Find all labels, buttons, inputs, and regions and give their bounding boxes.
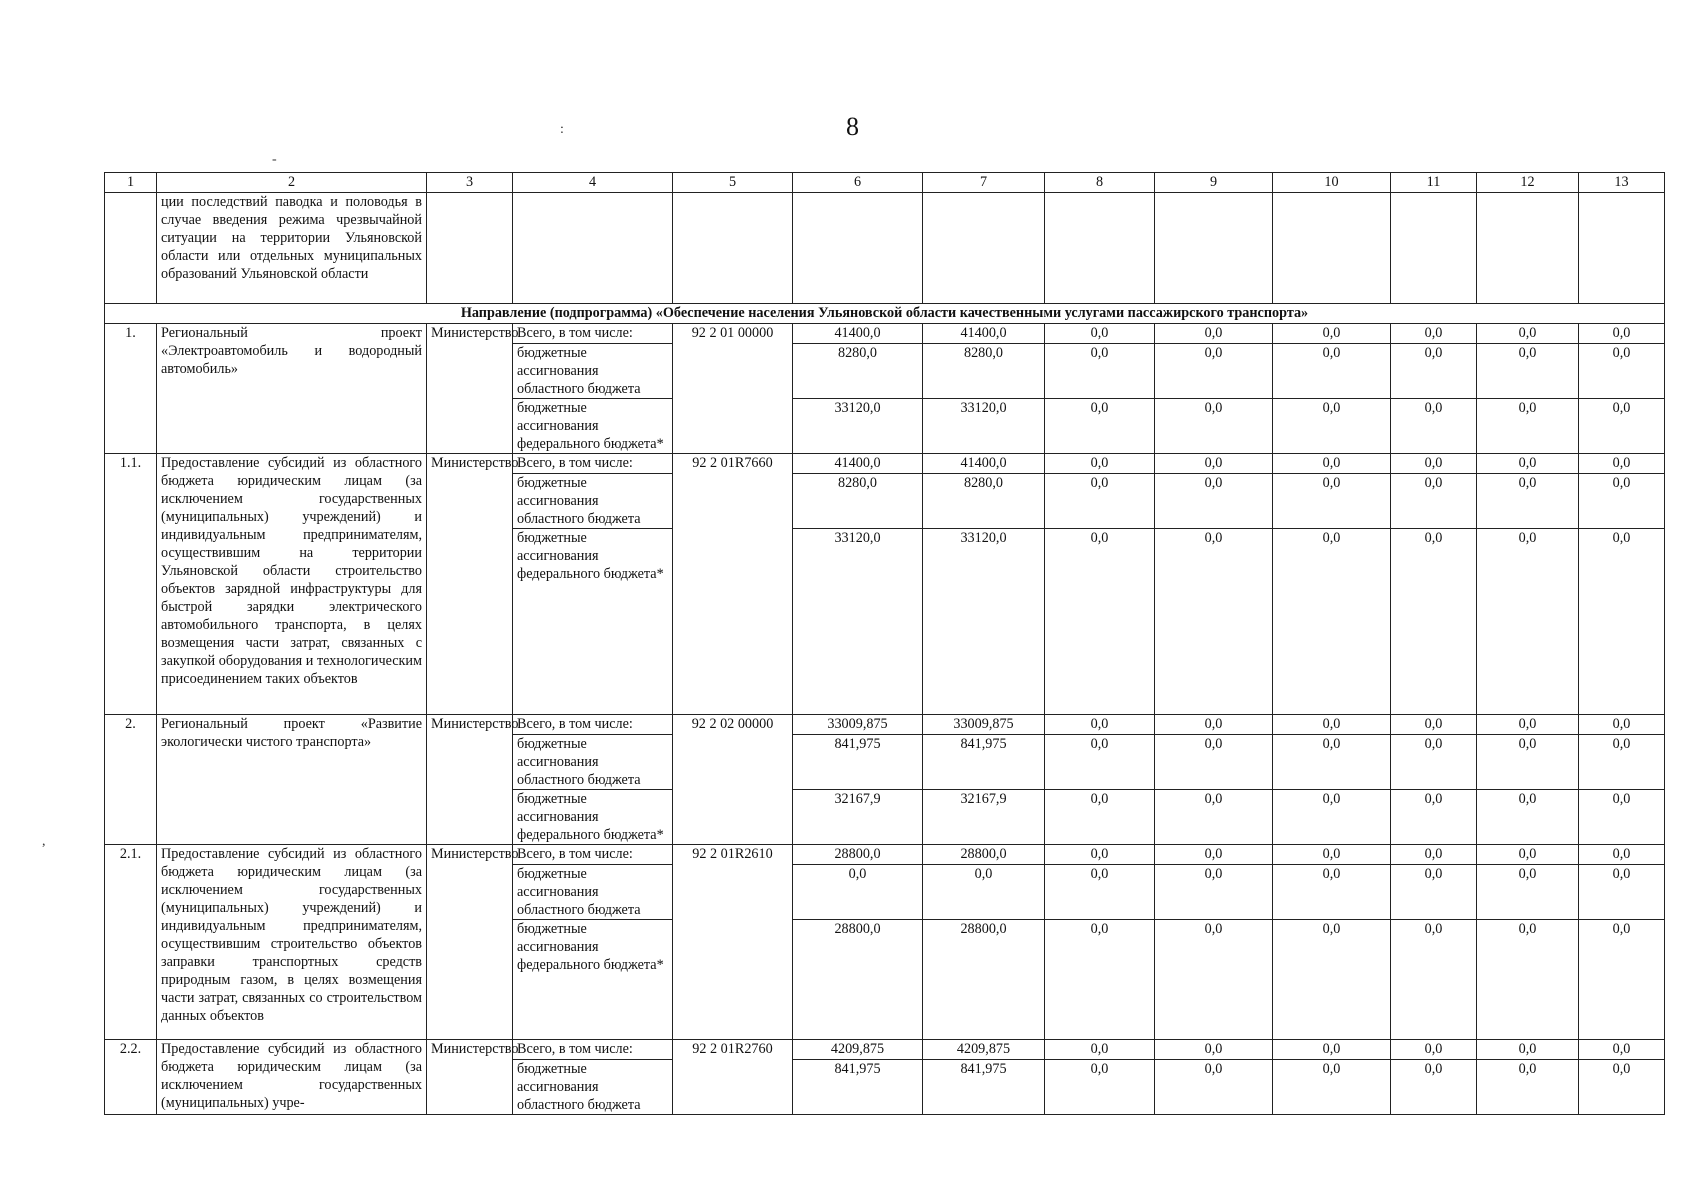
- cell-empty: [1477, 193, 1579, 304]
- value-total: 33009,875: [793, 715, 923, 735]
- source-label-regional: бюджетные ассигнования областного бюджета: [513, 865, 673, 920]
- value-federal: 0,0: [1273, 529, 1391, 715]
- value-regional: 0,0: [1155, 1060, 1273, 1115]
- value-federal: 33120,0: [923, 529, 1045, 715]
- value-regional: 0,0: [1391, 474, 1477, 529]
- source-label-regional: бюджетные ассигнования областного бюджета: [513, 1060, 673, 1115]
- value-total: 0,0: [1273, 454, 1391, 474]
- value-federal: 0,0: [1579, 920, 1665, 1040]
- value-regional: 0,0: [1477, 735, 1579, 790]
- value-total: 0,0: [1273, 845, 1391, 865]
- stray-mark: -: [272, 152, 277, 167]
- value-federal: 0,0: [1579, 399, 1665, 454]
- value-total: 0,0: [1579, 454, 1665, 474]
- value-federal: 0,0: [1273, 920, 1391, 1040]
- value-total: 0,0: [1391, 715, 1477, 735]
- row-number: 2.: [105, 715, 157, 845]
- value-federal: 28800,0: [793, 920, 923, 1040]
- value-federal: 0,0: [1477, 399, 1579, 454]
- source-label-federal: бюджетные ассигнования федерального бюджета*: [513, 529, 673, 715]
- column-number-4: 4: [513, 173, 673, 193]
- value-total: 0,0: [1155, 454, 1273, 474]
- value-regional: 0,0: [1477, 1060, 1579, 1115]
- value-total: 0,0: [1391, 324, 1477, 344]
- value-total: 41400,0: [923, 454, 1045, 474]
- value-total: 41400,0: [793, 454, 923, 474]
- cell-empty: [1579, 193, 1665, 304]
- row-code: 92 2 01 00000: [673, 324, 793, 454]
- source-label-federal: бюджетные ассигнования федерального бюджета*: [513, 920, 673, 1040]
- value-regional: 0,0: [1273, 1060, 1391, 1115]
- page-number: 8: [846, 112, 859, 141]
- value-federal: 28800,0: [923, 920, 1045, 1040]
- row-name: Предоставление субсидий из областного бюджета юридическим лицам (за исключением государственных (муниципальных) учре-: [157, 1040, 427, 1115]
- value-federal: 0,0: [1045, 920, 1155, 1040]
- row-executor: Министерство: [427, 454, 513, 715]
- value-total: 0,0: [1155, 845, 1273, 865]
- value-total: 0,0: [1477, 454, 1579, 474]
- source-label-regional: бюджетные ассигнования областного бюджета: [513, 344, 673, 399]
- value-total: 0,0: [1045, 454, 1155, 474]
- row-name: Региональный проект «Развитие экологически чистого транспорта»: [157, 715, 427, 845]
- cell-empty: [1045, 193, 1155, 304]
- value-federal: 33120,0: [793, 529, 923, 715]
- value-regional: 0,0: [1155, 735, 1273, 790]
- value-total: 0,0: [1045, 715, 1155, 735]
- value-federal: 0,0: [1045, 529, 1155, 715]
- value-federal: 0,0: [1579, 529, 1665, 715]
- cell-empty: [923, 193, 1045, 304]
- row-executor: Министерство: [427, 845, 513, 1040]
- value-regional: 0,0: [1273, 865, 1391, 920]
- value-federal: 0,0: [1155, 920, 1273, 1040]
- section-row: [105, 304, 1665, 324]
- row-name: Предоставление субсидий из областного бюджета юридическим лицам (за исключением государственных (муниципальных) учреждений) и индивидуальным предпринимателям, осуществившим строительство объектов заправки транспортных средств природным газом, в целях возмещения части затрат, связанных со строительством данных объектов: [157, 845, 427, 1040]
- value-regional: 0,0: [1477, 865, 1579, 920]
- source-label-total: Всего, в том числе:: [513, 1040, 673, 1060]
- source-label-federal: бюджетные ассигнования федерального бюджета*: [513, 790, 673, 845]
- value-federal: 0,0: [1273, 399, 1391, 454]
- budget-table: [104, 172, 1665, 1115]
- value-regional: 8280,0: [793, 474, 923, 529]
- column-number-13: 13: [1579, 173, 1665, 193]
- value-total: 0,0: [1045, 324, 1155, 344]
- value-total: 28800,0: [923, 845, 1045, 865]
- value-regional: 0,0: [1273, 344, 1391, 399]
- column-number-5: 5: [673, 173, 793, 193]
- value-federal: 0,0: [1045, 399, 1155, 454]
- value-regional: 0,0: [1045, 735, 1155, 790]
- row-code: 92 2 01R7660: [673, 454, 793, 715]
- column-number-row: [105, 173, 1665, 193]
- value-total: 0,0: [1391, 454, 1477, 474]
- continuation-row: [105, 193, 1665, 304]
- value-federal: 33120,0: [793, 399, 923, 454]
- value-regional: 0,0: [1391, 735, 1477, 790]
- value-total: 4209,875: [793, 1040, 923, 1060]
- value-total: 41400,0: [923, 324, 1045, 344]
- value-total: 41400,0: [793, 324, 923, 344]
- value-federal: 0,0: [1391, 399, 1477, 454]
- row-number: 1.: [105, 324, 157, 454]
- value-total: 0,0: [1477, 324, 1579, 344]
- value-regional: 841,975: [793, 1060, 923, 1115]
- value-regional: 0,0: [1391, 1060, 1477, 1115]
- value-total: 28800,0: [793, 845, 923, 865]
- source-label-federal: бюджетные ассигнования федерального бюджета*: [513, 399, 673, 454]
- value-total: 0,0: [1155, 324, 1273, 344]
- cell-empty: [1391, 193, 1477, 304]
- stray-mark: ,: [42, 834, 46, 849]
- row-name: Региональный проект «Электроавтомобиль и водородный автомобиль»: [157, 324, 427, 454]
- value-regional: 0,0: [1045, 865, 1155, 920]
- value-regional: 0,0: [1045, 474, 1155, 529]
- stray-mark: :: [560, 122, 564, 137]
- value-regional: 0,0: [1155, 474, 1273, 529]
- value-total: 0,0: [1155, 715, 1273, 735]
- cell-empty: [1155, 193, 1273, 304]
- value-regional: 0,0: [1273, 735, 1391, 790]
- value-total: 0,0: [1273, 1040, 1391, 1060]
- value-total: 0,0: [1045, 1040, 1155, 1060]
- value-federal: 0,0: [1155, 529, 1273, 715]
- value-total: 0,0: [1477, 845, 1579, 865]
- cell-empty: [673, 193, 793, 304]
- continuation-text: ции последствий паводка и половодья в случае введения режима чрезвычайной ситуации на территории Ульяновской области или отдельных муниципальных образований Ульяновской области: [157, 193, 427, 304]
- value-regional: 0,0: [1155, 344, 1273, 399]
- column-number-11: 11: [1391, 173, 1477, 193]
- value-total: 0,0: [1579, 324, 1665, 344]
- table-row: [105, 715, 1665, 735]
- source-label-regional: бюджетные ассигнования областного бюджета: [513, 474, 673, 529]
- value-regional: 0,0: [923, 865, 1045, 920]
- row-number: 2.1.: [105, 845, 157, 1040]
- value-federal: 0,0: [1579, 790, 1665, 845]
- row-executor: Министерство: [427, 1040, 513, 1115]
- source-label-total: Всего, в том числе:: [513, 845, 673, 865]
- column-number-1: 1: [105, 173, 157, 193]
- value-regional: 0,0: [1579, 344, 1665, 399]
- value-total: 0,0: [1579, 845, 1665, 865]
- value-total: 0,0: [1391, 845, 1477, 865]
- value-regional: 0,0: [1579, 1060, 1665, 1115]
- value-federal: 0,0: [1391, 529, 1477, 715]
- table-row: [105, 324, 1665, 344]
- value-federal: 0,0: [1477, 790, 1579, 845]
- cell-empty: [793, 193, 923, 304]
- row-number: 1.1.: [105, 454, 157, 715]
- value-regional: 0,0: [1155, 865, 1273, 920]
- column-number-10: 10: [1273, 173, 1391, 193]
- value-total: 0,0: [1155, 1040, 1273, 1060]
- value-regional: 841,975: [793, 735, 923, 790]
- source-label-total: Всего, в том числе:: [513, 454, 673, 474]
- value-regional: 0,0: [1477, 344, 1579, 399]
- source-label-regional: бюджетные ассигнования областного бюджета: [513, 735, 673, 790]
- row-name: Предоставление субсидий из областного бюджета юридическим лицам (за исключением государственных (муниципальных) учреждений) и индивидуальным предпринимателям, осуществившим на территории Ульяновской области строительство объектов зарядной инфраструктуры для быстрой зарядки электрического автомобильного транспорта, в целях возмещения части затрат, связанных с закупкой оборудования и технологическим присоединением таких объектов: [157, 454, 427, 715]
- column-number-9: 9: [1155, 173, 1273, 193]
- value-federal: 0,0: [1155, 399, 1273, 454]
- value-federal: 0,0: [1391, 790, 1477, 845]
- value-regional: 0,0: [1273, 474, 1391, 529]
- value-total: 0,0: [1477, 715, 1579, 735]
- table-row: [105, 454, 1665, 474]
- value-total: 0,0: [1391, 1040, 1477, 1060]
- row-code: 92 2 01R2610: [673, 845, 793, 1040]
- row-code: 92 2 02 00000: [673, 715, 793, 845]
- value-total: 0,0: [1273, 324, 1391, 344]
- value-regional: 0,0: [1579, 865, 1665, 920]
- value-total: 0,0: [1045, 845, 1155, 865]
- value-federal: 0,0: [1477, 920, 1579, 1040]
- row-number: 2.2.: [105, 1040, 157, 1115]
- value-regional: 0,0: [1045, 1060, 1155, 1115]
- column-number-8: 8: [1045, 173, 1155, 193]
- value-federal: 0,0: [1045, 790, 1155, 845]
- cell-empty: [427, 193, 513, 304]
- column-number-6: 6: [793, 173, 923, 193]
- cell-empty: [1273, 193, 1391, 304]
- column-number-2: 2: [157, 173, 427, 193]
- value-regional: 0,0: [1579, 474, 1665, 529]
- value-regional: 0,0: [1391, 344, 1477, 399]
- column-number-12: 12: [1477, 173, 1579, 193]
- value-total: 4209,875: [923, 1040, 1045, 1060]
- value-federal: 32167,9: [923, 790, 1045, 845]
- value-regional: 0,0: [1579, 735, 1665, 790]
- value-regional: 0,0: [1477, 474, 1579, 529]
- value-federal: 0,0: [1155, 790, 1273, 845]
- source-label-total: Всего, в том числе:: [513, 324, 673, 344]
- value-regional: 0,0: [793, 865, 923, 920]
- section-title: Направление (подпрограмма) «Обеспечение населения Ульяновской области качественными услугами пассажирского транспорта»: [105, 304, 1665, 324]
- value-regional: 8280,0: [923, 474, 1045, 529]
- value-federal: 0,0: [1477, 529, 1579, 715]
- value-regional: 841,975: [923, 735, 1045, 790]
- cell-empty: [105, 193, 157, 304]
- value-total: 33009,875: [923, 715, 1045, 735]
- table-row: [105, 1040, 1665, 1060]
- value-regional: 0,0: [1391, 865, 1477, 920]
- cell-empty: [513, 193, 673, 304]
- value-total: 0,0: [1477, 1040, 1579, 1060]
- value-total: 0,0: [1273, 715, 1391, 735]
- value-regional: 0,0: [1045, 344, 1155, 399]
- value-total: 0,0: [1579, 1040, 1665, 1060]
- row-executor: Министерство: [427, 715, 513, 845]
- value-federal: 0,0: [1273, 790, 1391, 845]
- table-row: [105, 845, 1665, 865]
- value-federal: 0,0: [1391, 920, 1477, 1040]
- value-regional: 8280,0: [923, 344, 1045, 399]
- row-executor: Министерство: [427, 324, 513, 454]
- value-federal: 32167,9: [793, 790, 923, 845]
- value-regional: 8280,0: [793, 344, 923, 399]
- source-label-total: Всего, в том числе:: [513, 715, 673, 735]
- value-regional: 841,975: [923, 1060, 1045, 1115]
- column-number-7: 7: [923, 173, 1045, 193]
- value-total: 0,0: [1579, 715, 1665, 735]
- value-federal: 33120,0: [923, 399, 1045, 454]
- column-number-3: 3: [427, 173, 513, 193]
- row-code: 92 2 01R2760: [673, 1040, 793, 1115]
